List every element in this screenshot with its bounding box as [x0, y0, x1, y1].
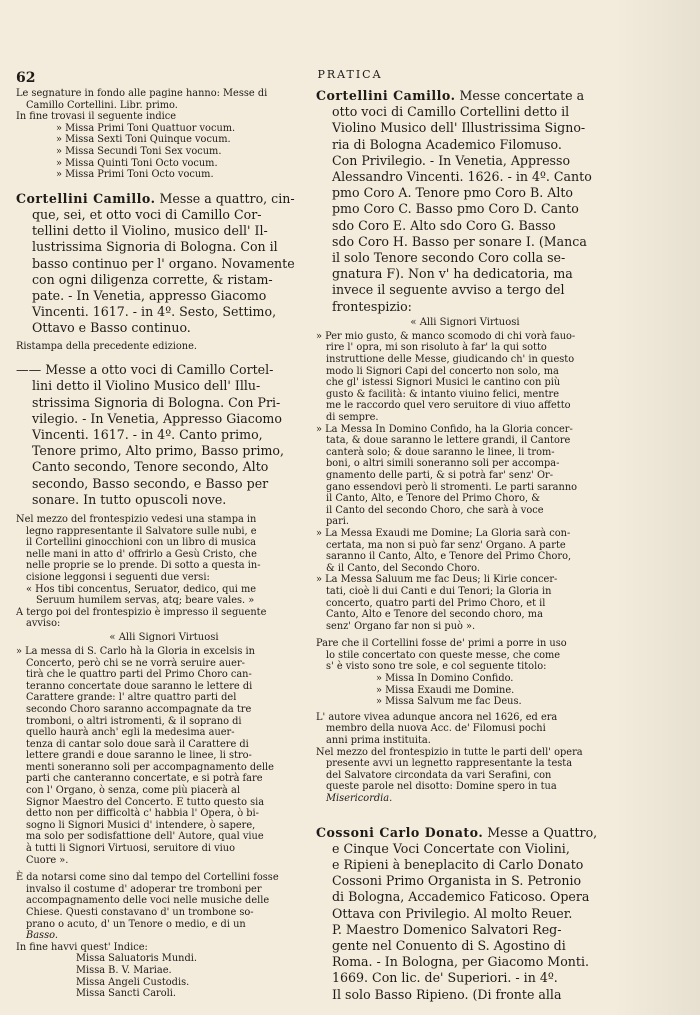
- text-line: boni, o altri simili soneranno soli per accompa-: [326, 458, 560, 470]
- entry-cortellini-1617-b: [16, 362, 312, 508]
- text-line: il Canto, Alto, e Tenore del Primo Choro, &: [326, 493, 540, 505]
- text-line: à tutti li Signori Virtuosi, seruitore di viuo: [26, 843, 235, 855]
- text-line: L' autore vivea adunque ancora nel 1626, ed era: [316, 711, 558, 723]
- text-line: « Hos tibi concentus, Seruator, dedico, qui me: [26, 583, 257, 595]
- text-line: secondo, Basso secondo, e Basso per: [32, 475, 269, 491]
- text-line: Roma. - In Bologna, per Giacomo Monti.: [332, 954, 589, 970]
- section-heading: « Alli Signori Virtuosi: [109, 631, 219, 643]
- section-heading: « Alli Signori Virtuosi: [410, 316, 520, 328]
- index-list: [316, 673, 614, 708]
- entry-author: Cortellini Camillo.: [16, 190, 156, 206]
- text-line: tirà che le quattro parti del Primo Choro can-: [26, 669, 252, 681]
- text-line: e Ripieni à beneplacito di Carlo Donato: [332, 857, 584, 872]
- list-item: » Missa Quinti Toni Octo vocum.: [56, 157, 218, 169]
- list-item: Missa Saluatoris Mundi.: [76, 953, 197, 965]
- text-line: Canto secondo, Tenore secondo, Alto: [32, 459, 269, 475]
- text-line: Alessandro Vincenti. 1626. - in 4º. Canto: [332, 169, 592, 185]
- text-line: Ottavo e Basso continuo.: [32, 320, 191, 336]
- index-list: [16, 953, 312, 999]
- text-line: detto non per difficoltà c' habbia l' Opera, ò bi-: [26, 808, 259, 820]
- text-line: Cuore ».: [26, 854, 69, 866]
- text-line: Concerto, però chi se ne vorrà seruire auer-: [26, 657, 245, 669]
- text-line: que, sei, et otto voci di Camillo Cor-: [32, 206, 262, 222]
- avviso-quote-4: [316, 574, 614, 632]
- text-line: pmo Coro C. Basso pmo Coro D. Canto: [332, 201, 579, 217]
- text-line: Vincenti. 1617. - in 4º. Sesto, Settimo,: [32, 304, 277, 320]
- text-line: lettere grandi e doue saranno le linee, li stro-: [26, 750, 252, 762]
- text-line: s' è visto sono tre sole, e col seguente titolo:: [326, 661, 547, 673]
- text-line: In fine havvi quest' Indice:: [16, 941, 148, 953]
- text-line: sonare. In tutto opuscoli nove.: [32, 491, 227, 507]
- text-line: Violino Musico dell' Illustrissima Signo-: [332, 120, 586, 136]
- avviso-quote-3: [316, 528, 614, 574]
- entry-cossoni-1669: [316, 825, 614, 1003]
- text-line: P. Maestro Domenico Salvatori Reg-: [332, 921, 562, 937]
- text-line: gusto & facilità: & intanto viuino felici, mentre: [326, 388, 560, 400]
- text-line: saranno il Canto, Alto, e Tenore del Primo Choro,: [326, 551, 572, 563]
- text-line: lo stile concertato con queste messe, che come: [326, 649, 561, 661]
- text-line: il Cortellini ginocchioni con un libro di musica: [26, 537, 257, 549]
- list-item: » Missa Primi Toni Quattuor vocum.: [56, 122, 236, 134]
- text-line: modo li Signori Capi del concerto non solo, ma: [326, 365, 559, 377]
- text-line: Pare che il Cortellini fosse de' primi a porre in uso: [316, 638, 567, 650]
- list-item: » Missa Salvum me fac Deus.: [376, 696, 522, 708]
- text-line: queste parole nel disotto: Domine spero in tua: [326, 781, 557, 793]
- text-line: Carattere grande: l' altre quattro parti del: [26, 692, 237, 704]
- text-line: tenza di cantar solo doue sarà il Carattere di: [26, 738, 249, 750]
- text-line: sdo Coro E. Alto sdo Coro G. Basso: [332, 217, 556, 233]
- text-line: Camillo Cortellini. Libr. primo.: [26, 99, 178, 111]
- avviso-quote-1: [316, 331, 614, 424]
- left-column: [16, 88, 312, 1000]
- list-item: » Missa Primi Toni Octo vocum.: [56, 169, 214, 181]
- text-line: » La Messa Exaudi me Domine; La Gloria sarà con-: [316, 527, 571, 539]
- entry-cortellini-1626: [316, 88, 614, 315]
- avviso-quote-2: [316, 424, 614, 528]
- text-line: nelle mani in atto d' offrirlo a Gesù Cristo, che: [26, 548, 257, 560]
- commentary-filomusi: [316, 712, 614, 805]
- entry-author: Cossoni Carlo Donato.: [316, 824, 484, 840]
- text-line: accompagnamento delle voci nelle musiche delle: [26, 895, 270, 907]
- text-line: tati, cioè li dui Canti e dui Tenori; la Gloria in: [326, 585, 552, 597]
- list-item: » Missa Exaudi me Domine.: [376, 684, 515, 696]
- note-tromboni: [16, 872, 312, 953]
- text-line: frontespizio:: [332, 298, 412, 314]
- text-line: & il Canto, del Secondo Choro.: [326, 562, 480, 574]
- text-line: gente nel Conuento di S. Agostino di: [332, 938, 566, 954]
- text-line: avviso:: [26, 618, 61, 630]
- text-line: Vincenti. 1617. - in 4º. Canto primo,: [32, 426, 263, 442]
- entry-cortellini-1617-a: [16, 191, 312, 337]
- text-line: Messe a Quattro,: [483, 824, 598, 840]
- text-line: lini detto il Violino Musico dell' Illu-: [32, 378, 261, 394]
- text-line: senz' Organo far non si può ».: [326, 620, 476, 632]
- list-item: Missa Sancti Caroli.: [76, 988, 177, 1000]
- text-line: 1669. Con lic. de' Superiori. - in 4º.: [332, 970, 558, 986]
- text-line: tata, & doue saranno le lettere grandi, il Cantore: [326, 435, 571, 447]
- text-line: che gl' istessi Signori Musici le cantino con più: [326, 377, 561, 389]
- text-line: prano o acuto, d' un Tenore o medio, e di un: [26, 918, 246, 930]
- text-line: Messe concertate a: [455, 88, 585, 103]
- text-line: Misericordia.: [326, 793, 393, 804]
- text-line: tellini detto il Violino, musico dell' Il-: [32, 223, 268, 239]
- right-column: [316, 88, 614, 1003]
- text-line: basso continuo per l' organo. Novamente: [32, 255, 295, 271]
- text-line: gnamento delle parti, & si potrà far' senz' Or-: [326, 469, 554, 481]
- list-item: » Missa Sexti Toni Quinque vocum.: [56, 134, 231, 146]
- text-line: ria di Bologna Academico Filomuso.: [332, 136, 562, 152]
- page-number: 62: [16, 70, 36, 86]
- text-line: tromboni, o altri istromenti, & il soprano di: [26, 715, 242, 727]
- text-line: menti soneranno soli per accompagnamento delle: [26, 761, 274, 773]
- avviso-text: [16, 646, 312, 866]
- text-line: del Salvatore circondata da vari Serafini, con: [326, 769, 552, 781]
- text-line: pari.: [326, 516, 350, 528]
- text-line: Signor Maestro del Concerto. E tutto questo sia: [26, 796, 265, 808]
- text-line: pmo Coro A. Tenore pmo Coro B. Alto: [332, 185, 573, 201]
- text-line: sogno li Signori Musici d' intendere, ò sapere,: [26, 819, 256, 831]
- text-line: ma solo per sodisfattione dell' Autore, qual viue: [26, 831, 264, 843]
- text-line: Basso.: [26, 930, 58, 942]
- text-line: teranno concertate doue saranno le lettere di: [26, 680, 253, 692]
- text-line: legno rappresentante il Salvatore sulle nubi, e: [26, 525, 257, 537]
- text-line: gnatura F). Non v' ha dedicatoria, ma: [332, 266, 573, 282]
- text-line: » La Messa Saluum me fac Deus; li Kirie concer-: [316, 574, 558, 586]
- text-line: invece il seguente avviso a tergo del: [332, 282, 565, 298]
- text-line: certata, ma non si può far senz' Organo. A parte: [326, 539, 566, 551]
- text-line: il Canto del secondo Choro, che sarà à voce: [326, 504, 544, 516]
- text-line: sdo Coro H. Basso per sonare I. (Manca: [332, 233, 587, 249]
- text-line: strissima Signoria di Bologna. Con Pri-: [32, 394, 281, 410]
- text-line: presente avvi un legnetto rappresentante la testa: [326, 758, 573, 770]
- text-line: Le segnature in fondo alle pagine hanno: Messe di: [16, 88, 268, 99]
- text-line: e Cinque Voci Concertate con Violini,: [332, 840, 570, 856]
- text-line: rire l' opra, mi son risoluto à far' la qui sotto: [326, 342, 547, 354]
- text-line: Tenore primo, Alto primo, Basso primo,: [32, 443, 285, 459]
- frontispiece-description: [16, 514, 312, 630]
- text-line: Nel mezzo del frontespizio vedesi una stampa in: [16, 514, 257, 525]
- list-item: » Missa In Domino Confido.: [376, 673, 514, 685]
- text-line: —— Messe a otto voci di Camillo Cortel-: [16, 362, 274, 378]
- list-item: Missa B. V. Mariae.: [76, 964, 172, 976]
- text-line: Canto, Alto e Tenore del secondo choro, ma: [326, 609, 543, 621]
- text-line: pate. - In Venetia, appresso Giacomo: [32, 287, 267, 303]
- text-line: » Per mio gusto, & manco scomodo di chi vorà fauo-: [316, 330, 576, 342]
- text-line: Il solo Basso Ripieno. (Di fronte alla: [332, 986, 562, 1002]
- entry-author: Cortellini Camillo.: [316, 88, 456, 103]
- list-item: » Missa Secundi Toni Sex vocum.: [56, 145, 222, 157]
- text-line: secondo Choro saranno accompagnate da tre: [26, 703, 252, 715]
- text-line: cisione leggonsi i seguenti due versi:: [26, 571, 210, 583]
- text-line: lustrissima Signoria di Bologna. Con il: [32, 239, 278, 255]
- page-gutter-shadow: [614, 0, 700, 1015]
- text-line: concerto, quatro parti del Primo Choro, et il: [326, 597, 546, 609]
- text-line: anni prima instituita.: [326, 735, 431, 747]
- text-line: di Bologna, Accademico Faticoso. Opera: [332, 889, 590, 905]
- left-intro: [16, 88, 312, 123]
- text-line: il solo Tenore secondo Coro colla se-: [332, 250, 566, 266]
- text-line: otto voci di Camillo Cortellini detto il: [332, 104, 570, 120]
- text-line: In fine trovasi il seguente indice: [16, 111, 177, 123]
- text-line: Ristampa della precedente edizione.: [16, 340, 198, 352]
- text-line: con l' Organo, ò senza, come più piacerà al: [26, 785, 240, 797]
- text-line: Ottava con Privilegio. Al molto Reuer.: [332, 905, 573, 921]
- index-list: [16, 123, 312, 181]
- text-line: È da notarsi come sino dal tempo del Cortellini fosse: [16, 872, 279, 884]
- text-line: canterà solo; & doue saranno le linee, li trom-: [326, 446, 555, 458]
- text-line: instruttione delle Messe, giudicando ch' in questo: [326, 354, 575, 366]
- commentary-concertato: [316, 638, 614, 673]
- text-line: Con Privilegio. - In Venetia, Appresso: [332, 152, 571, 168]
- text-line: A tergo poi del frontespizio è impresso il seguente: [16, 606, 267, 618]
- running-title: PRATICA: [317, 68, 383, 81]
- text-line: invalso il costume d' adoperar tre tromboni per: [26, 883, 262, 895]
- text-line: quello haurà anch' egli la medesima auer-: [26, 727, 235, 739]
- text-line: me le raccordo quel vero seruitore di viuo affetto: [326, 400, 571, 412]
- text-line: Chiese. Questi constavano d' un trombone so-: [26, 907, 254, 918]
- text-line: di sempre.: [326, 412, 379, 423]
- text-line: parti che canteranno concertate, e si potrà fare: [26, 773, 263, 785]
- text-line: Cossoni Primo Organista in S. Petronio: [332, 873, 582, 889]
- text-line: vilegio. - In Venetia, Appresso Giacomo: [32, 410, 282, 426]
- text-line: » La Messa In Domino Confido, ha la Gloria concer-: [316, 423, 573, 435]
- text-line: » La messa di S. Carlo hà la Gloria in excelsis in: [16, 645, 255, 657]
- list-item: Missa Angeli Custodis.: [76, 976, 190, 988]
- text-line: membro della nuova Acc. de' Filomusi pochi: [326, 723, 546, 735]
- text-line: Nel mezzo del frontespizio in tutte le parti dell' opera: [316, 746, 583, 758]
- text-line: Seruum humilem servas, atq; beare vales. »: [36, 595, 255, 607]
- text-line: Messe a quattro, cin-: [155, 190, 295, 206]
- text-line: gano essendovi però li stromenti. Le parti saranno: [326, 481, 578, 493]
- text-line: con ogni diligenza corrette, & ristam-: [32, 271, 273, 287]
- text-line: nelle proprie se lo prende. Di sotto a questa in-: [26, 560, 261, 572]
